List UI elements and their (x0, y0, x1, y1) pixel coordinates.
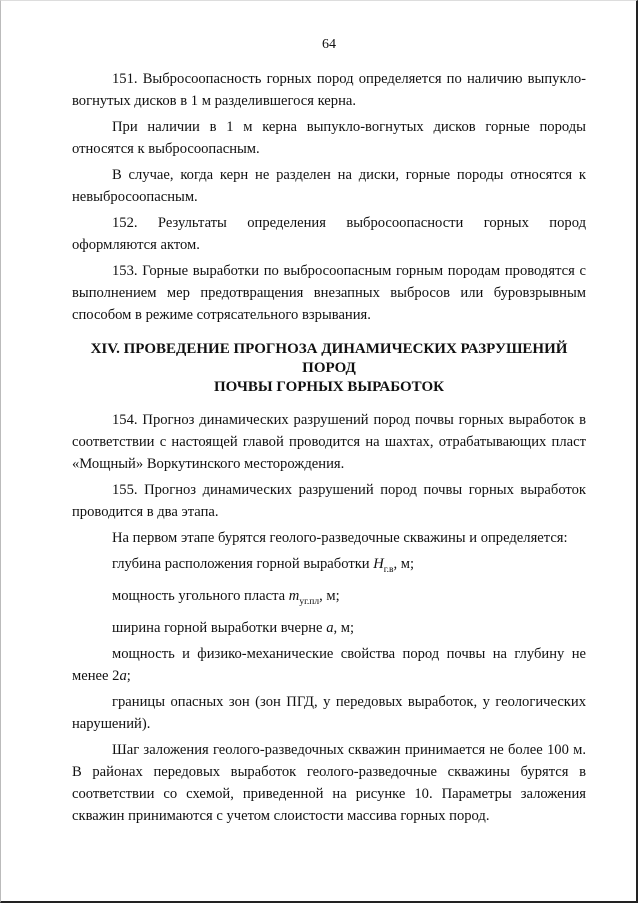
paragraph-153: 153. Горные выработки по выбросоопасным горным породам проводятся с выполнением мер предотвращения внезапных выбросов или буровзрывным способом в режиме сотрясательного взрывания. (72, 263, 586, 323)
paragraph-154: 154. Прогноз динамических разрушений пород почвы горных выработок в соответствии с настоящей главой проводится на шахтах, отрабатывающих пласт «Мощный» Воркутинского месторождения. (72, 412, 586, 472)
section-heading-line-2: ПОЧВЫ ГОРНЫХ ВЫРАБОТОК (213, 379, 445, 395)
paragraph-151-note-1: При наличии в 1 м керна выпукло-вогнутых дисков горные породы относятся к выбросоопасным. (72, 119, 586, 157)
paragraph-151: 151. Выбросоопасность горных пород определяется по наличию выпукло-вогнутых дисков в 1 м разделившегося керна. (72, 71, 586, 109)
section-heading (72, 340, 586, 397)
symbol-h: H (373, 556, 384, 572)
paragraph-borehole-spacing: Шаг заложения геолого-разведочных скважин принимается не более 100 м. В районах передовых выработок геолого-разведочные скважины бурятся в соответствии со схемой, приведенной на рисунке 10. Параметры заложения скважин принимаются с учетом слоистости массива горных пород. (72, 741, 586, 824)
list-item-rock-properties: мощность и физико-механические свойства пород почвы на глубину не менее 2a; (72, 645, 586, 684)
paragraph-152: 152. Результаты определения выбросоопасности горных пород оформляются актом. (72, 215, 586, 253)
list-item-depth: глубина расположения горной выработки $H_{г.в}$, м; (112, 556, 415, 575)
list-item-width: ширина горной выработки вчерне a, м; (112, 619, 355, 636)
paragraph-155: 155. Прогноз динамических разрушений пород почвы горных выработок проводится в два этапа. (72, 482, 586, 520)
section-heading-line-1: XIV. ПРОВЕДЕНИЕ ПРОГНОЗА ДИНАМИЧЕСКИХ РАЗРУШЕНИЙ ПОРОД (90, 341, 568, 376)
page-number: 64 (322, 37, 336, 52)
document-page (72, 34, 586, 831)
list-item-seam-thickness: мощность угольного пласта $m_{уг.пл}$, м; (112, 587, 340, 607)
paragraph-151-note-2: В случае, когда керн не разделен на диски, горные породы относятся к невыбросоопасным. (72, 167, 586, 205)
symbol-m: m (288, 587, 300, 604)
list-item-danger-zones: границы опасных зон (зон ПГД, у передовых выработок, у геологических нарушений). (72, 693, 586, 732)
symbol-a: a (119, 667, 127, 684)
symbol-a: a (326, 619, 334, 636)
paragraph-first-stage: На первом этапе бурятся геолого-разведочные скважины и определяется: (112, 530, 568, 546)
